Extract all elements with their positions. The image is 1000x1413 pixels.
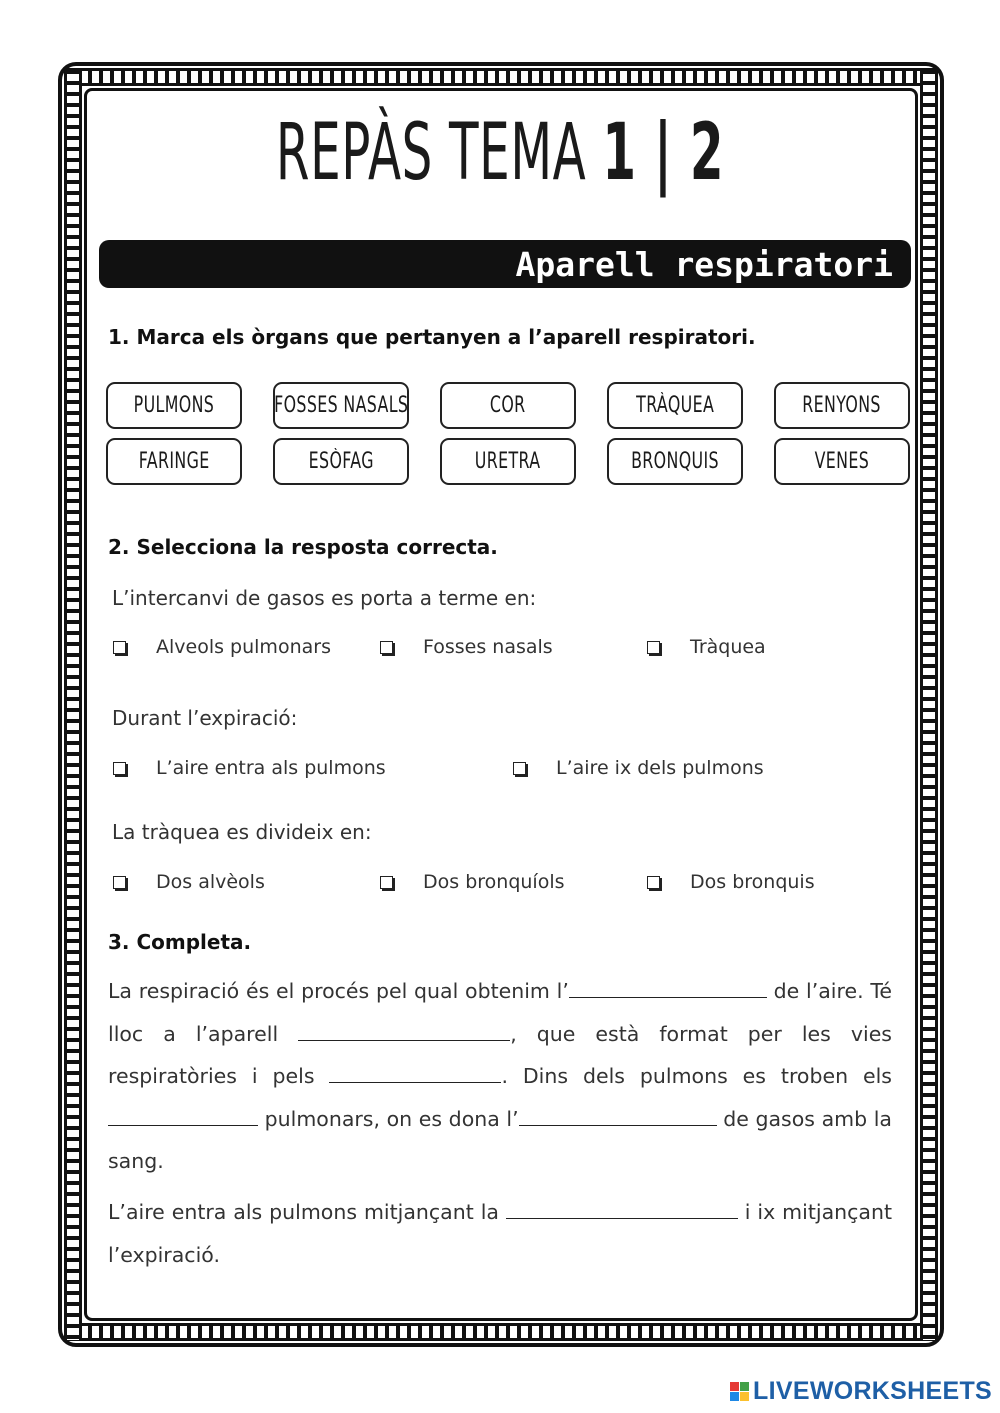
answer-label: Dos bronquis: [690, 871, 815, 893]
organ-label: BRONQUIS: [631, 449, 719, 474]
blank-field[interactable]: [329, 1060, 501, 1083]
topic-banner-text: Aparell respiratori: [515, 245, 893, 284]
fill-in-paragraph-1: [108, 970, 892, 1183]
liveworksheets-brand[interactable]: [730, 1377, 992, 1406]
text-fragment: , que està format per les vies respiratòries i pels: [108, 1021, 892, 1088]
answer-option[interactable]: [647, 636, 766, 658]
title-text: REPÀS TEMA: [275, 108, 587, 198]
organ-choice[interactable]: [440, 382, 576, 429]
organ-label: FARINGE: [138, 449, 210, 474]
organ-label: COR: [490, 393, 526, 418]
fill-in-paragraph-2: [108, 1191, 892, 1276]
blank-field[interactable]: [506, 1196, 738, 1219]
text-fragment: pulmonars, on es dona l’: [258, 1106, 519, 1131]
answer-label: Dos alvèols: [156, 871, 265, 893]
organ-label: RENYONS: [802, 393, 882, 418]
section-1-heading: 1. Marca els òrgans que pertanyen a l’aparell respiratori.: [108, 325, 756, 349]
topic-banner: [99, 240, 911, 288]
section-2-heading: 2. Selecciona la resposta correcta.: [108, 535, 498, 559]
organ-choice[interactable]: [106, 438, 242, 485]
question-1-text: L’intercanvi de gasos es porta a terme en:: [112, 586, 537, 610]
answer-option[interactable]: [513, 757, 764, 779]
checkbox[interactable]: [647, 641, 660, 654]
frame-strip-top: [66, 68, 936, 86]
question-3-text: La tràquea es divideix en:: [112, 820, 372, 844]
liveworksheets-wordmark: LIVEWORKSHEETS: [753, 1377, 992, 1405]
answer-label: Tràquea: [690, 636, 766, 658]
answer-option[interactable]: [647, 871, 815, 893]
answer-label: L’aire ix dels pulmons: [556, 757, 764, 779]
answer-option[interactable]: [113, 871, 265, 893]
answer-option[interactable]: [113, 757, 386, 779]
frame-strip-right: [920, 70, 938, 1340]
answer-label: Alveols pulmonars: [156, 636, 331, 658]
organ-choice[interactable]: [273, 382, 409, 429]
blank-field[interactable]: [519, 1103, 717, 1126]
organ-label: FOSSES NASALS: [273, 393, 409, 418]
organ-label: ESÒFAG: [308, 449, 374, 474]
text-fragment: . Dins dels pulmons es troben els: [501, 1064, 892, 1088]
organ-choice[interactable]: [774, 382, 910, 429]
title-number: 1 | 2: [602, 108, 725, 198]
answer-label: Dos bronquíols: [423, 871, 565, 893]
organ-choice[interactable]: [440, 438, 576, 485]
checkbox[interactable]: [380, 641, 393, 654]
organ-choice[interactable]: [273, 438, 409, 485]
frame-strip-bottom: [66, 1323, 936, 1341]
checkbox[interactable]: [113, 762, 126, 775]
question-2-text: Durant l’expiració:: [112, 706, 298, 730]
answer-label: Fosses nasals: [423, 636, 553, 658]
checkbox[interactable]: [513, 762, 526, 775]
checkbox[interactable]: [647, 876, 660, 889]
blank-field[interactable]: [569, 975, 767, 998]
organ-choice[interactable]: [607, 438, 743, 485]
text-fragment: La respiració és el procés pel qual obtenim l’: [108, 979, 569, 1003]
answer-option[interactable]: [380, 636, 553, 658]
organ-label: URETRA: [475, 449, 541, 474]
text-fragment: de gasos amb la sang.: [108, 1106, 892, 1173]
blank-field[interactable]: [298, 1018, 510, 1041]
organ-choice[interactable]: [607, 382, 743, 429]
checkbox[interactable]: [380, 876, 393, 889]
text-fragment: L’aire entra als pulmons mitjançant la: [108, 1200, 506, 1224]
page-title: [190, 108, 810, 198]
answer-option[interactable]: [113, 636, 331, 658]
checkbox[interactable]: [113, 876, 126, 889]
organ-choice[interactable]: [106, 382, 242, 429]
organ-label: VENES: [814, 449, 870, 474]
organ-label: TRÀQUEA: [635, 393, 715, 418]
text-fragment: i ix mitjançant l’expiració.: [108, 1200, 892, 1267]
checkbox[interactable]: [113, 641, 126, 654]
organ-choice[interactable]: [774, 438, 910, 485]
text-fragment: de l’aire. Té lloc a l’aparell: [108, 979, 892, 1046]
liveworksheets-logo-icon: [730, 1382, 749, 1401]
answer-label: L’aire entra als pulmons: [156, 757, 386, 779]
blank-field[interactable]: [108, 1103, 258, 1126]
answer-option[interactable]: [380, 871, 565, 893]
organ-label: PULMONS: [133, 393, 215, 418]
section-3-heading: 3. Completa.: [108, 930, 252, 954]
organ-choices: [106, 382, 914, 485]
frame-strip-left: [64, 70, 82, 1340]
